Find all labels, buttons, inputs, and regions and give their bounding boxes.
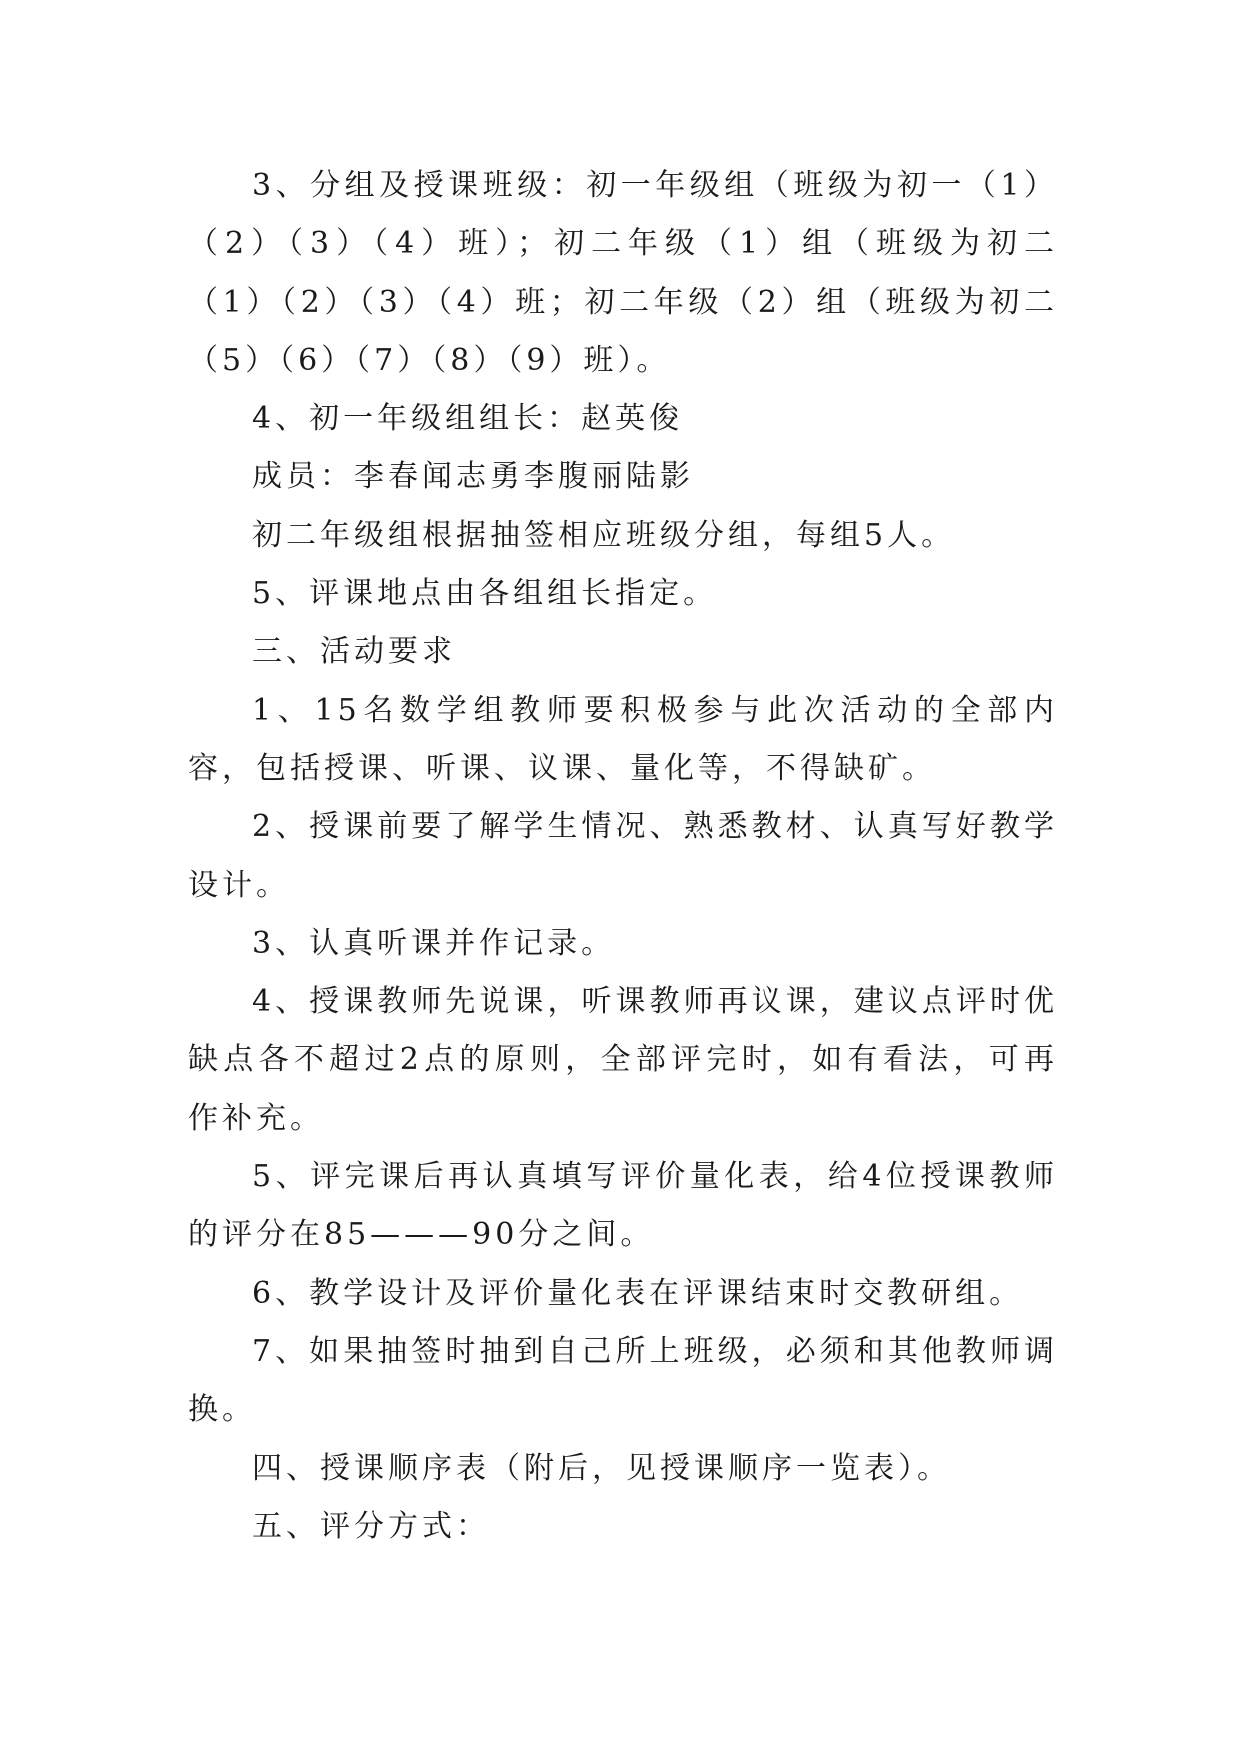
paragraph-requirement-7: 7、如果抽签时抽到自己所上班级，必须和其他教师调换。 bbox=[188, 1333, 1058, 1428]
paragraph-requirement-2: 2、授课前要了解学生情况、熟悉教材、认真写好教学设计。 bbox=[188, 809, 1058, 903]
paragraph-requirement-6: 6、教学设计及评价量化表在评课结束时交教研组。 bbox=[252, 1275, 1024, 1311]
paragraph-grade1-leader: 4、初一年级组组长：赵英俊 bbox=[252, 401, 684, 437]
paragraph-requirement-4: 4、授课教师先说课，听课教师再议课，建议点评时优缺点各不超过2点的原则，全部评完时，如有看法，可再作补充。 bbox=[188, 984, 1058, 1136]
document-body bbox=[188, 157, 1058, 1556]
section-heading-requirements: 三、活动要求 bbox=[252, 634, 456, 670]
paragraph-requirement-3: 3、认真听课并作记录。 bbox=[252, 925, 616, 961]
paragraph-members: 成员：李春闻志勇李腹丽陆影 bbox=[252, 459, 694, 495]
paragraph-grade2-grouping: 初二年级组根据抽签相应班级分组，每组5人。 bbox=[252, 517, 956, 553]
paragraph-grouping-classes: 3、分组及授课班级：初一年级组（班级为初一（1）（2）（3）（4）班）；初二年级（1）组（班级为初二（1）（2）（3）（4）班；初二年级（2）组（班级为初二（5）（6）（7）（8）（9）班）。 bbox=[188, 168, 1058, 378]
paragraph-requirement-1: 1、15名数学组教师要积极参与此次活动的全部内容，包括授课、听课、议课、量化等，不得缺矿。 bbox=[188, 692, 1058, 786]
section-heading-scoring: 五、评分方式： bbox=[252, 1508, 490, 1544]
paragraph-requirement-5: 5、评完课后再认真填写评价量化表，给4位授课教师的评分在85———90分之间。 bbox=[188, 1159, 1058, 1253]
paragraph-venue: 5、评课地点由各组组长指定。 bbox=[252, 576, 718, 612]
section-heading-schedule: 四、授课顺序表（附后，见授课顺序一览表）。 bbox=[252, 1450, 951, 1486]
